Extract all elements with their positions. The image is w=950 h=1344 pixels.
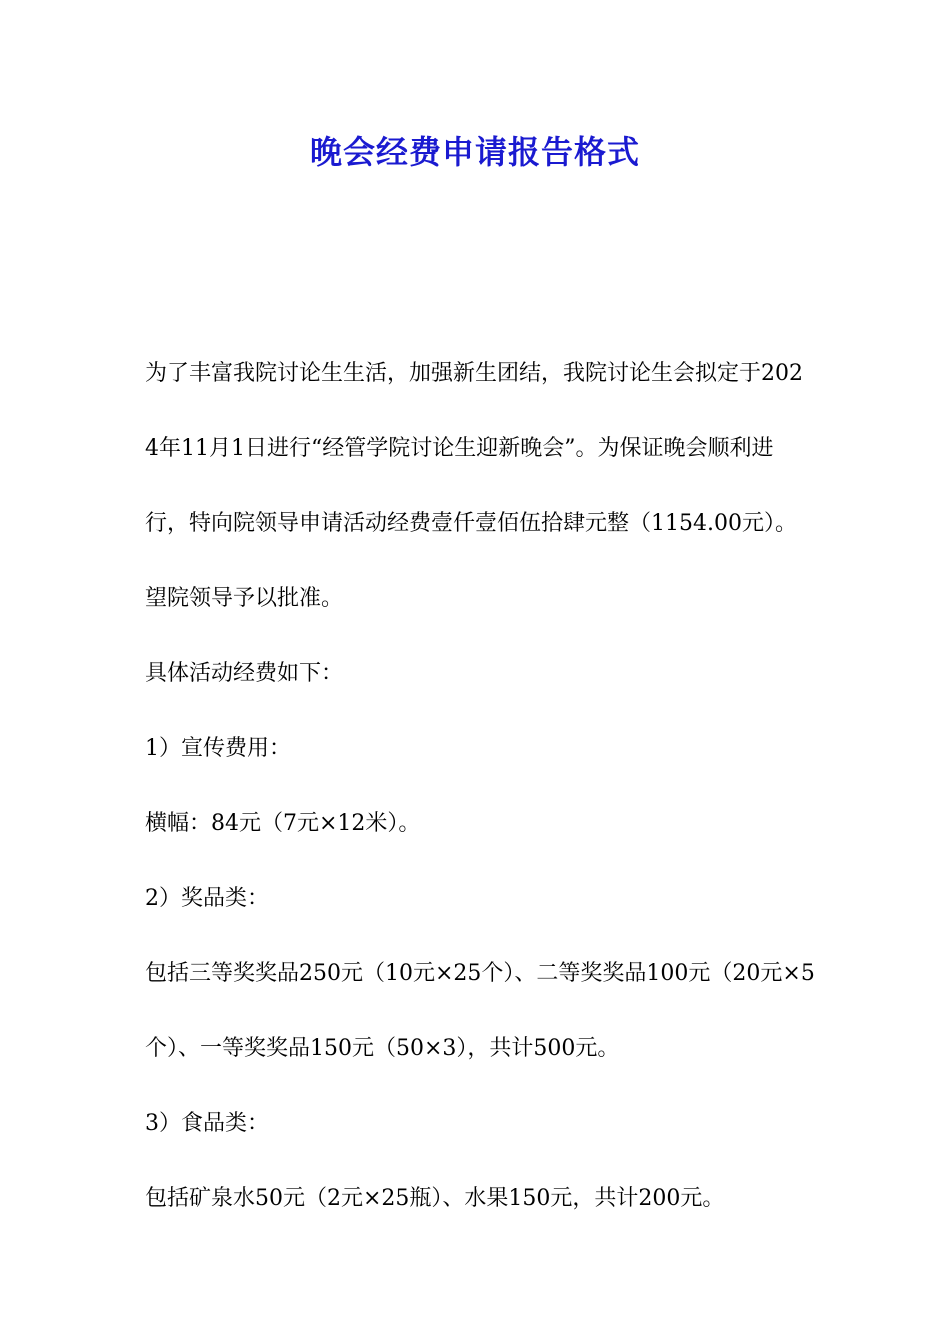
publicity-detail: 横幅：84元（7元×12米）。 [145,811,421,836]
document-body [145,336,815,1236]
prizes-detail: 包括三等奖奖品250元（10元×25个）、二等奖奖品100元（20元×5个）、一等奖奖品150元（50×3），共计500元。 [145,961,815,1061]
prizes-heading: 2）奖品类： [145,886,269,911]
budget-heading: 具体活动经费如下： [145,661,344,686]
intro-paragraph: 为了丰富我院讨论生生活，加强新生团结，我院讨论生会拟定于2024年11月1日进行“经管学院讨论生迎新晚会”。为保证晚会顺利进行，特向院领导申请活动经费壹仟壹佰伍拾肆元整（1154.00元）。望院领导予以批准。 [145,361,803,611]
food-heading: 3）食品类： [145,1111,269,1136]
document-title: 晚会经费申请报告格式 [309,133,640,171]
publicity-heading: 1）宣传费用： [145,736,291,761]
food-detail: 包括矿泉水50元（2元×25瓶）、水果150元，共计200元。 [145,1186,725,1211]
